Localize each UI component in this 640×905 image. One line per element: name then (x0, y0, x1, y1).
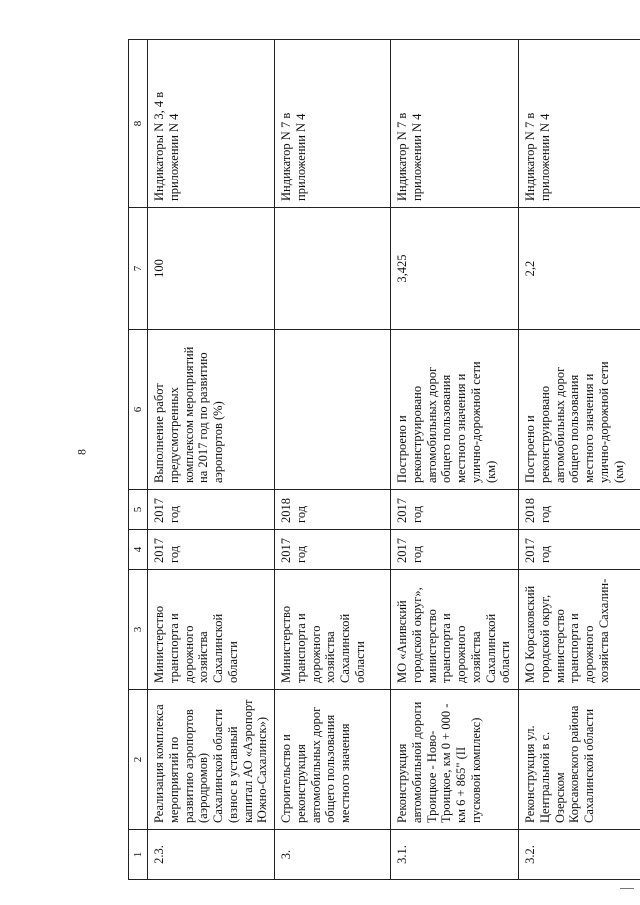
indicator-link: Индикаторы N 3, 4 в приложении N 4 (148, 40, 275, 208)
start-year: 2017 год (391, 530, 519, 570)
row-number: 3.2. (519, 830, 640, 880)
executor: МО «Анивский городской округ», министерство транспорта и дорожного хозяйства Сахалинской области (391, 570, 519, 690)
table-row (519, 40, 640, 880)
page-number: 8 (74, 449, 89, 455)
end-year: 2018 год (519, 490, 640, 530)
column-number-header: 7 (129, 208, 148, 330)
measure-name: Реконструкция автомобильной дороги Троицкое - Ново-Троицкое, км 0 + 000 - км 6 + 865" (II пусковой комплекс) (391, 690, 519, 830)
expected-result: Построено и реконструировано автомобильных дорог общего пользования местного значения и улично-дорожной сети (км) (391, 330, 519, 490)
expected-result: Выполнение работ предусмотренных комплексом мероприятий на 2017 год по развитию аэропортов (%) (148, 330, 275, 490)
expected-result (275, 330, 391, 490)
rotated-table-container (128, 40, 630, 880)
expected-result: Построено и реконструировано автомобильных дорог общего пользования местного значения и улично-дорожной сети (км) (519, 330, 640, 490)
start-year: 2017 год (275, 530, 391, 570)
table-header-row (129, 40, 148, 880)
target-value: 3,425 (391, 208, 519, 330)
indicator-link: Индикатор N 7 в приложении N 4 (391, 40, 519, 208)
executor: Министерство транспорта и дорожного хозяйства Сахалинской области (148, 570, 275, 690)
measure-name: Реконструкция ул. Центральной в с. Озерском Корсаковского района Сахалинской области (519, 690, 640, 830)
table-row (275, 40, 391, 880)
end-year: 2018 год (275, 490, 391, 530)
executor: МО Корсаковский городской округ, министерство транспорта и дорожного хозяйства Сахалин- (519, 570, 640, 690)
end-year: 2017 год (391, 490, 519, 530)
table-row (391, 40, 519, 880)
measure-name: Реализация комплекса мероприятий по развитию аэропортов (аэродромов) Сахалинской области (взнос в уставный капитал АО «Аэропорт Южно-Сахалинск») (148, 690, 275, 830)
start-year: 2017 год (148, 530, 275, 570)
column-number-header: 3 (129, 570, 148, 690)
table-row (148, 40, 275, 880)
row-number: 3. (275, 830, 391, 880)
column-number-header: 6 (129, 330, 148, 490)
column-number-header: 1 (129, 830, 148, 880)
indicator-link: Индикатор N 7 в приложении N 4 (519, 40, 640, 208)
row-number: 3.1. (391, 830, 519, 880)
target-value: 2,2 (519, 208, 640, 330)
column-number-header: 2 (129, 690, 148, 830)
measure-name: Строительство и реконструкция автомобильных дорог общего пользования местного значения (275, 690, 391, 830)
column-number-header: 8 (129, 40, 148, 208)
executor: Министерство транспорта и дорожного хозяйства Сахалинской области (275, 570, 391, 690)
end-year: 2017 год (148, 490, 275, 530)
start-year: 2017 год (519, 530, 640, 570)
column-number-header: 4 (129, 530, 148, 570)
column-number-header: 5 (129, 490, 148, 530)
target-value: 100 (148, 208, 275, 330)
scan-mark (620, 888, 634, 889)
indicator-link: Индикатор N 7 в приложении N 4 (275, 40, 391, 208)
row-number: 2.3. (148, 830, 275, 880)
measures-table (128, 39, 640, 880)
target-value (275, 208, 391, 330)
